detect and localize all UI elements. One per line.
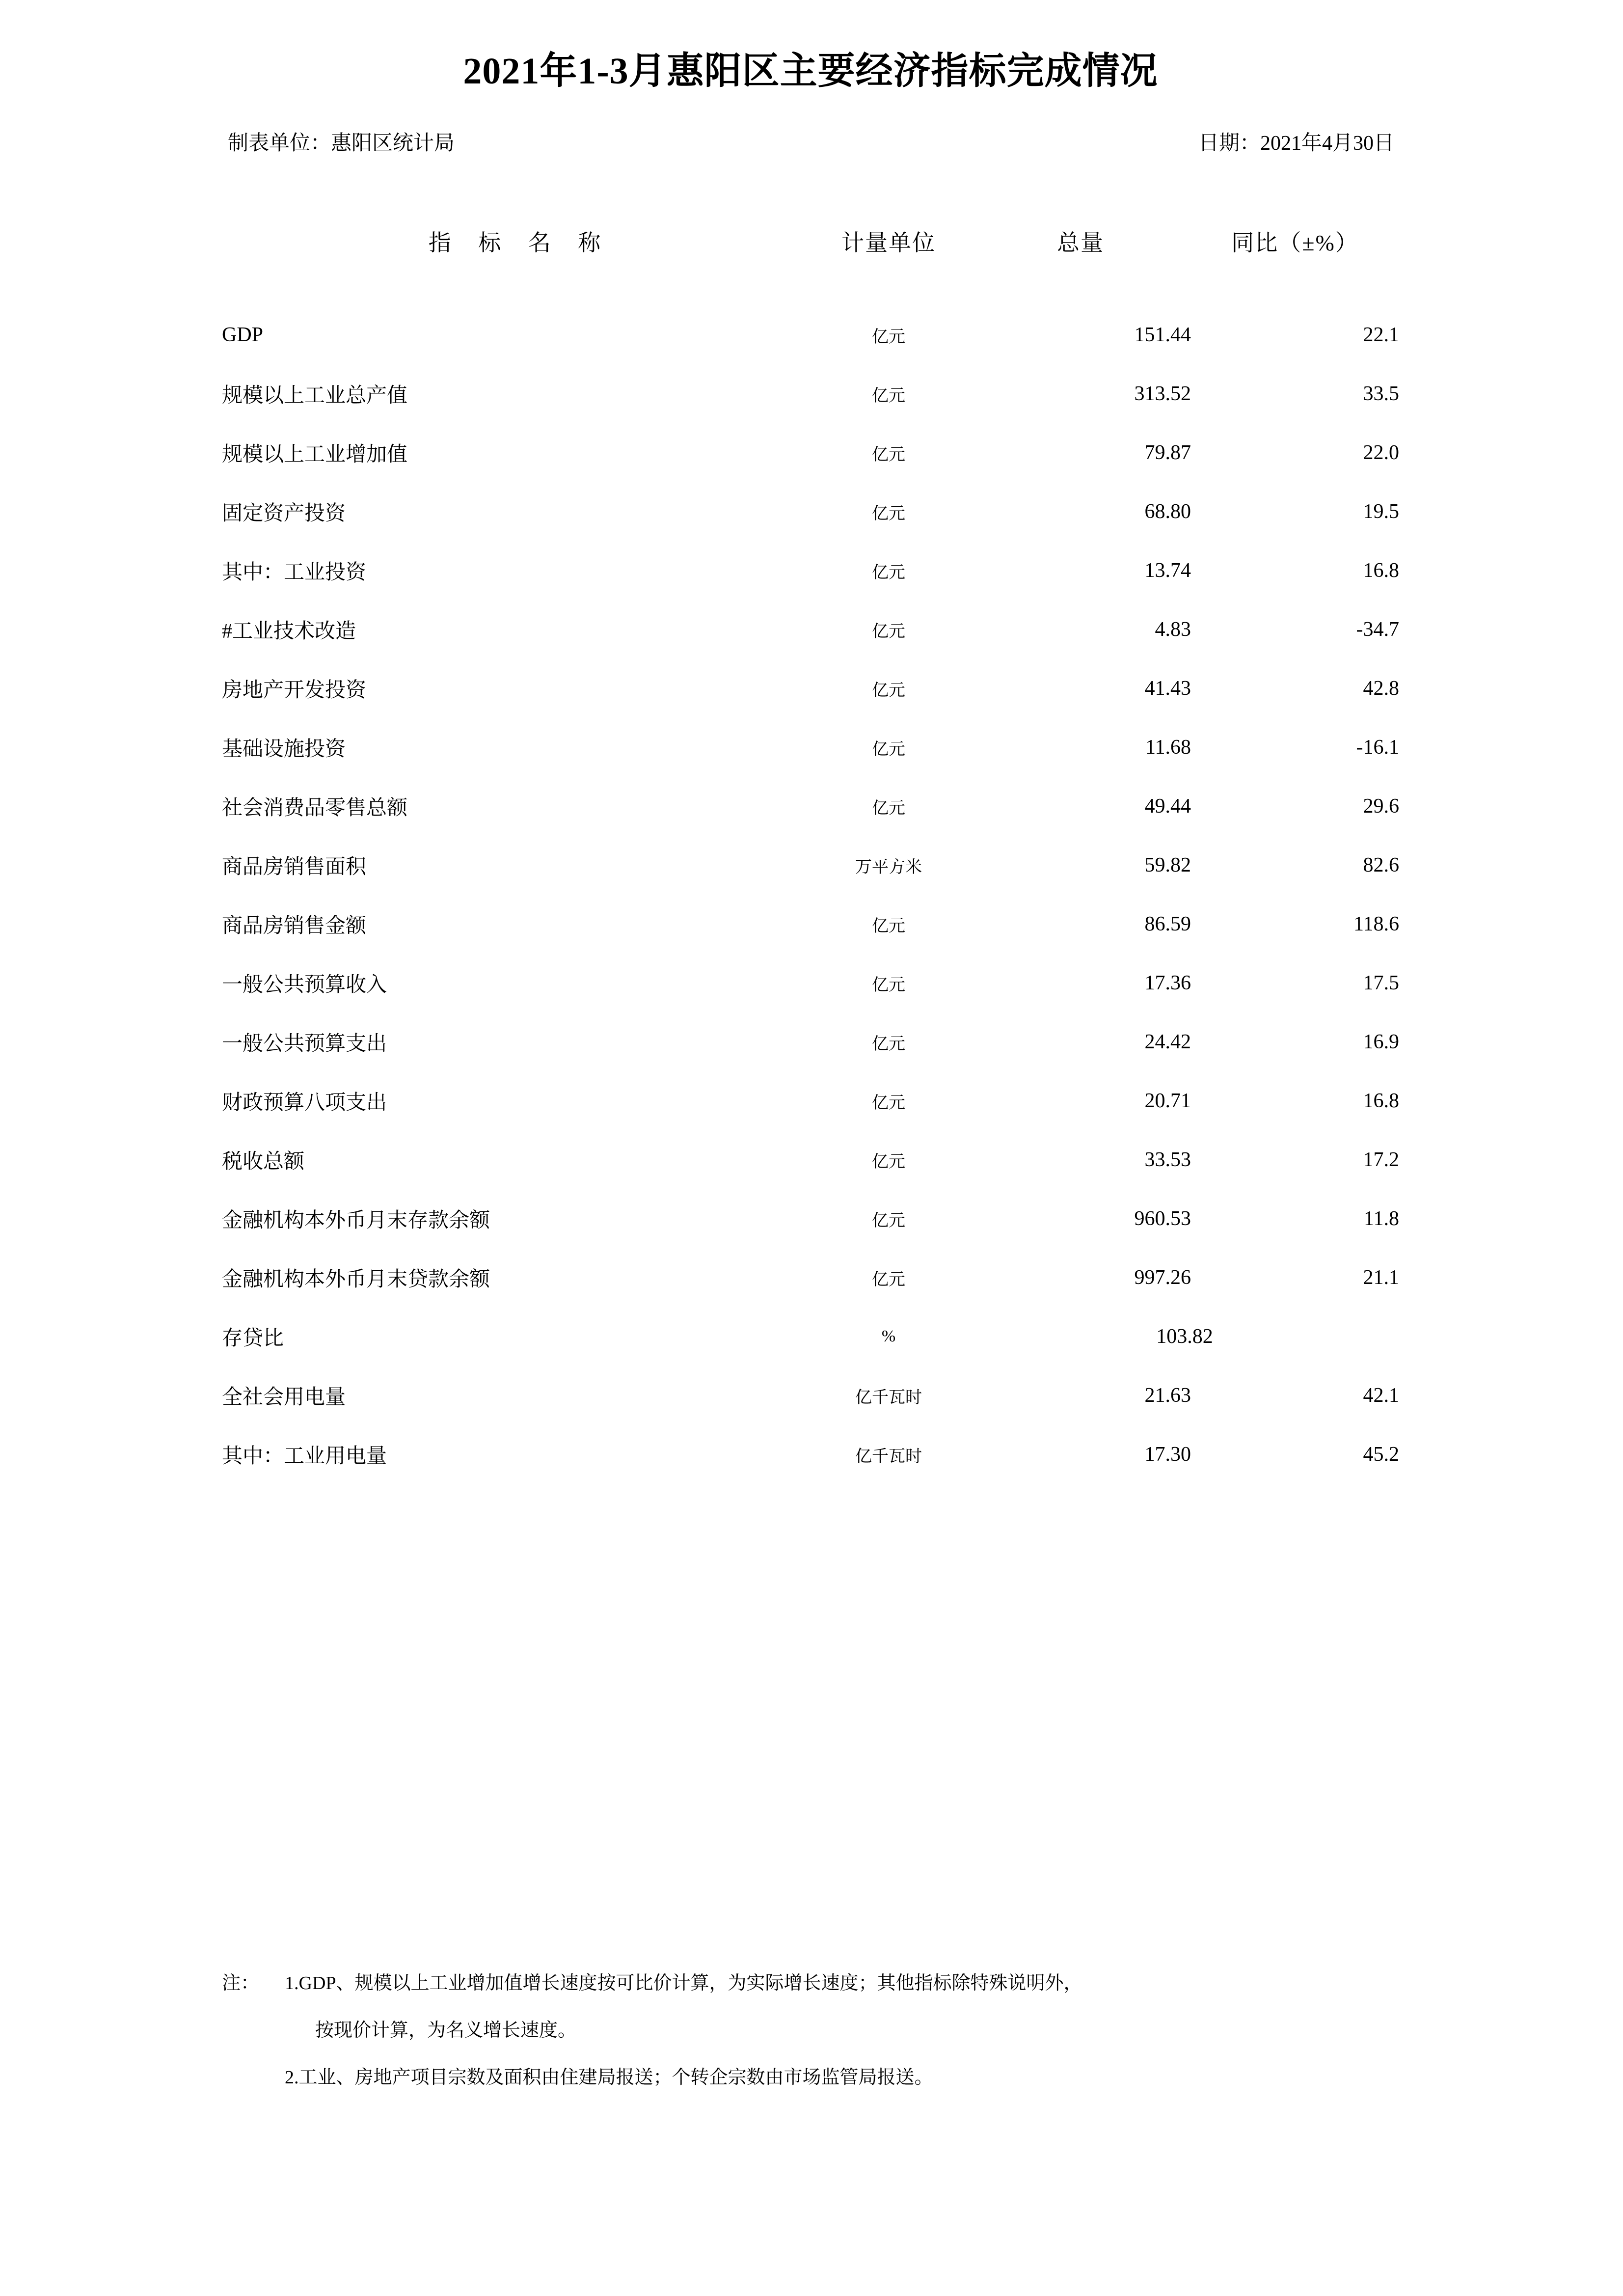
cell-total: 21.63	[1144, 1384, 1191, 1407]
cell-indicator-name: 全社会用电量	[222, 1386, 346, 1409]
prepared-by-label: 制表单位：惠阳区统计局	[228, 132, 455, 155]
cell-yoy: 82.6	[1363, 854, 1399, 876]
cell-total: 313.52	[1134, 383, 1191, 405]
cell-yoy: 118.6	[1353, 913, 1399, 935]
table-row	[222, 1425, 1399, 1484]
cell-unit: 亿元	[872, 386, 905, 405]
cell-yoy: 42.8	[1363, 677, 1399, 700]
cell-unit: 亿元	[872, 563, 905, 582]
cell-unit: 亿元	[872, 1270, 905, 1289]
cell-indicator-name: 基础设施投资	[222, 738, 346, 761]
table-row	[222, 364, 1399, 423]
cell-total: 33.53	[1144, 1148, 1191, 1171]
cell-total: 24.42	[1144, 1031, 1191, 1053]
cell-total: 13.74	[1144, 559, 1191, 582]
column-header-yoy: 同比（±%）	[1231, 230, 1359, 255]
cell-unit: 亿元	[872, 1152, 905, 1171]
table-row	[222, 600, 1399, 659]
table-row	[222, 777, 1399, 836]
cell-indicator-name: 税收总额	[222, 1150, 305, 1173]
cell-total: 17.30	[1144, 1443, 1191, 1466]
table-row	[222, 1012, 1399, 1071]
cell-indicator-name: 金融机构本外币月末存款余额	[222, 1209, 490, 1232]
cell-indicator-name: 其中：工业用电量	[222, 1445, 387, 1468]
table-row	[222, 659, 1399, 718]
page-title: 2021年1-3月惠阳区主要经济指标完成情况	[463, 51, 1158, 92]
table-row	[222, 954, 1399, 1012]
cell-unit: 万平方米	[855, 858, 922, 876]
table-row	[222, 1248, 1399, 1307]
cell-total: 151.44	[1134, 324, 1191, 346]
cell-yoy: 45.2	[1363, 1443, 1399, 1466]
cell-indicator-name: 规模以上工业增加值	[222, 443, 408, 466]
cell-total: 86.59	[1144, 913, 1191, 935]
cell-total: 960.53	[1134, 1207, 1191, 1230]
cell-unit: 亿元	[872, 799, 905, 818]
column-header-total: 总量	[1057, 230, 1104, 255]
table-row	[222, 541, 1399, 600]
cell-indicator-name: 一般公共预算收入	[222, 974, 387, 996]
footnote-2: 2.工业、房地产项目宗数及面积由住建局报送；个转企宗数由市场监管局报送。	[285, 2067, 933, 2088]
cell-unit: 亿元	[872, 622, 905, 641]
table-row	[222, 718, 1399, 777]
cell-total: 20.71	[1144, 1090, 1191, 1112]
cell-yoy: 29.6	[1363, 795, 1399, 818]
cell-unit: 亿元	[872, 1093, 905, 1112]
cell-indicator-name: 金融机构本外币月末贷款余额	[222, 1268, 490, 1291]
cell-indicator-name: 财政预算八项支出	[222, 1092, 387, 1114]
cell-total: 68.80	[1144, 500, 1191, 523]
economic-indicators-table	[222, 177, 1399, 1484]
cell-yoy: 16.8	[1363, 559, 1399, 582]
cell-total-merged: 103.82	[1156, 1325, 1213, 1348]
cell-yoy: 17.2	[1363, 1148, 1399, 1171]
table-body	[222, 305, 1399, 1484]
cell-yoy: 17.5	[1363, 972, 1399, 994]
cell-total: 41.43	[1144, 677, 1191, 700]
cell-indicator-name: 商品房销售金额	[222, 915, 367, 937]
cell-unit: %	[881, 1327, 896, 1345]
document-meta	[222, 127, 1399, 156]
cell-total: 11.68	[1145, 736, 1191, 759]
cell-unit: 亿元	[872, 740, 905, 759]
date-label: 日期：2021年4月30日	[1198, 132, 1394, 155]
table-row	[222, 482, 1399, 541]
cell-unit: 亿元	[872, 445, 905, 464]
footnote-1-line-1: 1.GDP、规模以上工业增加值增长速度按可比价计算，为实际增长速度；其他指标除特殊说明外，	[285, 1973, 1082, 1994]
cell-indicator-name: GDP	[222, 324, 264, 346]
cell-unit: 亿元	[872, 917, 905, 935]
cell-yoy: 19.5	[1363, 500, 1399, 523]
cell-indicator-name: #工业技术改造	[222, 620, 356, 643]
cell-indicator-name: 商品房销售面积	[222, 856, 367, 878]
column-header-unit: 计量单位	[841, 230, 936, 255]
cell-total: 79.87	[1144, 441, 1191, 464]
column-header-indicator-name: 指 标 名 称	[428, 230, 612, 255]
table-row	[222, 1366, 1399, 1425]
table-row	[222, 1307, 1399, 1366]
cell-unit: 亿千瓦时	[855, 1388, 922, 1407]
cell-total: 49.44	[1144, 795, 1191, 818]
cell-total: 59.82	[1144, 854, 1191, 876]
cell-yoy: -34.7	[1356, 618, 1399, 641]
table-row	[222, 895, 1399, 954]
cell-yoy: -16.1	[1356, 736, 1399, 759]
cell-yoy: 33.5	[1363, 383, 1399, 405]
cell-total: 17.36	[1144, 972, 1191, 994]
table-row	[222, 305, 1399, 364]
cell-yoy: 22.1	[1363, 324, 1399, 346]
cell-yoy: 21.1	[1363, 1266, 1399, 1289]
cell-indicator-name: 社会消费品零售总额	[222, 797, 408, 820]
table-row	[222, 423, 1399, 482]
table-row	[222, 1071, 1399, 1130]
cell-unit: 亿元	[872, 504, 905, 523]
cell-indicator-name: 固定资产投资	[222, 502, 346, 525]
cell-yoy: 16.9	[1363, 1031, 1399, 1053]
cell-unit: 亿元	[872, 681, 905, 700]
table-row	[222, 1189, 1399, 1248]
cell-yoy: 11.8	[1364, 1207, 1399, 1230]
cell-indicator-name: 规模以上工业总产值	[222, 384, 408, 407]
cell-unit: 亿元	[872, 1035, 905, 1053]
cell-unit: 亿元	[872, 976, 905, 994]
cell-unit: 亿元	[872, 328, 905, 346]
cell-indicator-name: 一般公共预算支出	[222, 1033, 387, 1055]
cell-indicator-name: 房地产开发投资	[222, 679, 367, 702]
cell-unit: 亿元	[872, 1211, 905, 1230]
cell-indicator-name: 存贷比	[222, 1327, 284, 1350]
cell-unit: 亿千瓦时	[855, 1447, 922, 1466]
footnote-1-line-2: 按现价计算，为名义增长速度。	[315, 2020, 577, 2041]
cell-total: 997.26	[1134, 1266, 1191, 1289]
table-row	[222, 1130, 1399, 1189]
footnote-label: 注：	[222, 1973, 260, 1994]
table-row	[222, 836, 1399, 895]
cell-total: 4.83	[1155, 618, 1191, 641]
cell-yoy: 16.8	[1363, 1090, 1399, 1112]
table-header-row	[222, 177, 1399, 305]
cell-yoy: 22.0	[1363, 441, 1399, 464]
cell-yoy: 42.1	[1363, 1384, 1399, 1407]
cell-indicator-name: 其中：工业投资	[222, 561, 367, 584]
